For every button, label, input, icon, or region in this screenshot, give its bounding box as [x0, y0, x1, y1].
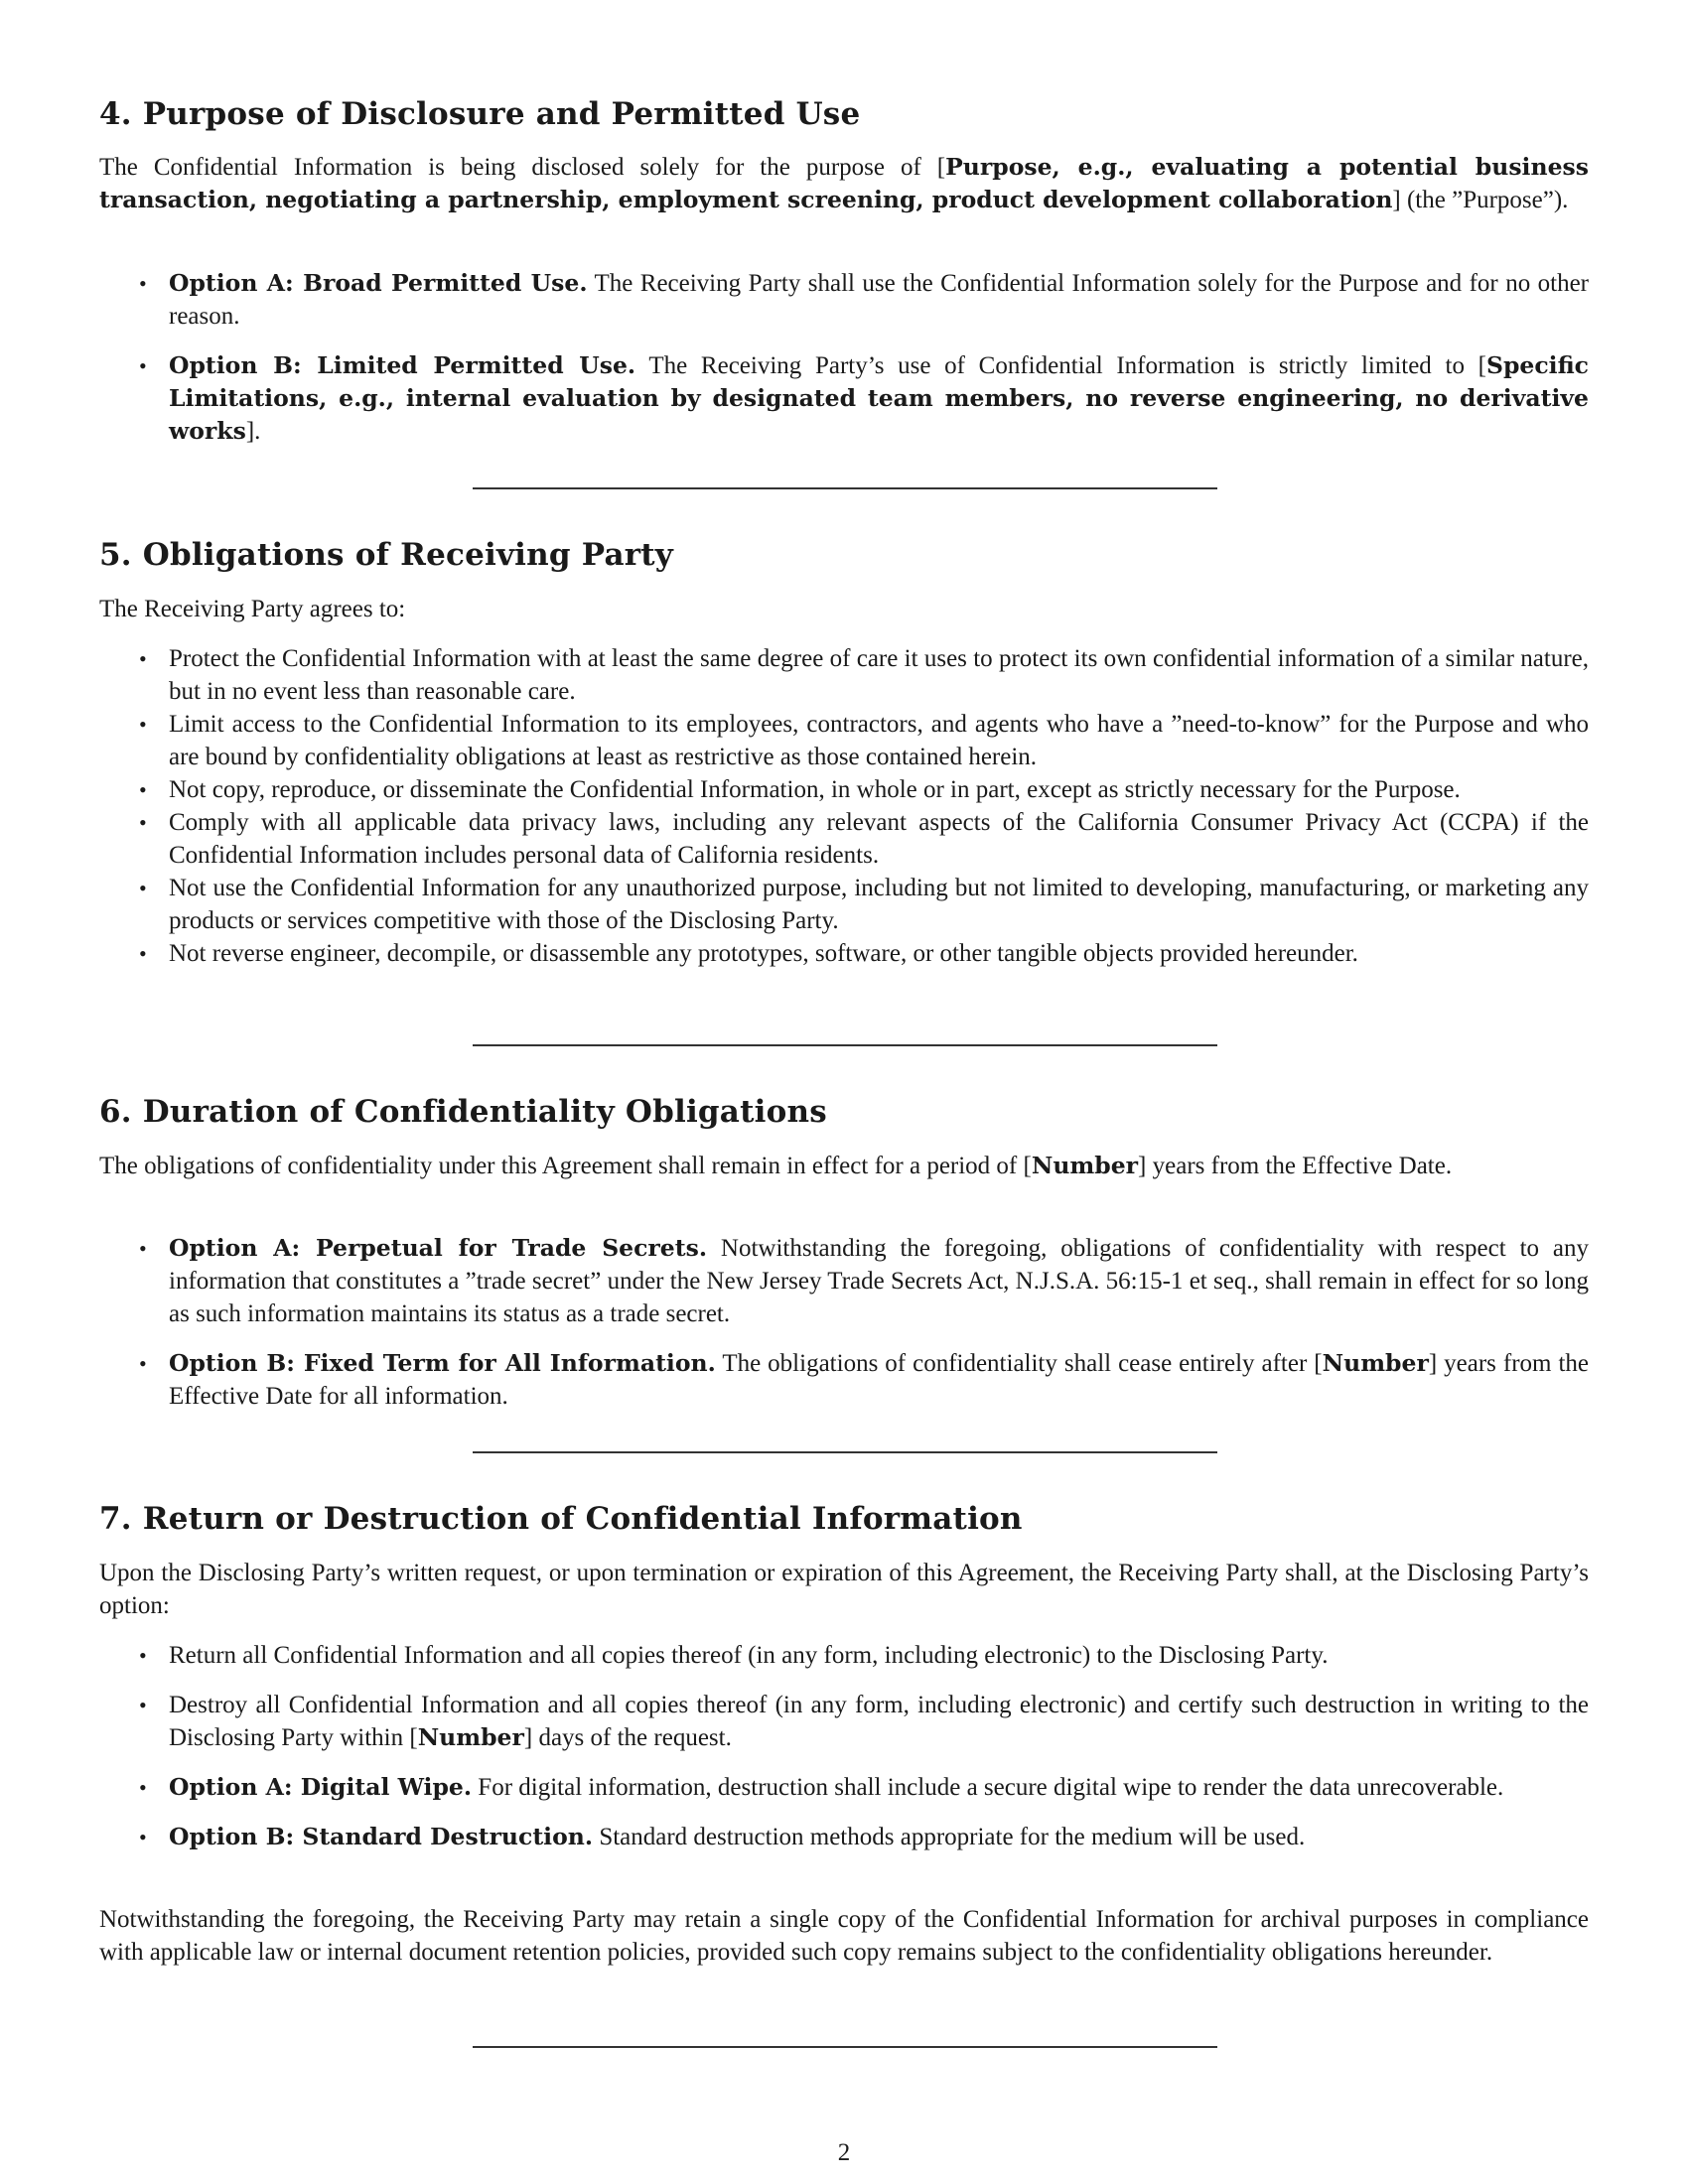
list-item: • Comply with all applicable data privacy laws, including any relevant aspects of the California Consumer Privacy Act (CCPA) if the Confidential Information includes personal data of California residents. [99, 806, 1589, 872]
section-divider [473, 1044, 1217, 1046]
section-6-paragraph: The obligations of confidentiality under this Agreement shall remain in effect for a period of [Number] years from the Effective Date. [99, 1152, 1453, 1179]
list-item: • Option A: Broad Permitted Use. The Receiving Party shall use the Confidential Information solely for the Purpose and for no other reason. [99, 267, 1589, 333]
list-item: • Not copy, reproduce, or disseminate the Confidential Information, in whole or in part, except as strictly necessary for the Purpose. [99, 773, 1589, 806]
section-5-intro: The Receiving Party agrees to: [99, 596, 406, 622]
section-5-obligations [99, 642, 1589, 970]
list-item: • Protect the Confidential Information with at least the same degree of care it uses to protect its own confidential information of a similar nature, but in no event less than reasonable care. [99, 642, 1589, 708]
section-7-closing: Notwithstanding the foregoing, the Receiving Party may retain a single copy of the Confidential Information for archival purposes in compliance with applicable law or internal document retention policies, provided such copy remains subject to the confidentiality obligations hereunder. [99, 1906, 1589, 1966]
list-item: • Option A: Perpetual for Trade Secrets. Notwithstanding the foregoing, obligations of confidentiality with respect to any information that constitutes a ”trade secret” under the New Jersey Trade Secrets Act, N.J.S.A. 56:15-1 et seq., shall remain in effect for so long as such information maintains its status as a trade secret. [99, 1232, 1589, 1330]
list-item: • Option B: Fixed Term for All Information. The obligations of confidentiality shall cease entirely after [Number] years from the Effective Date for all information. [99, 1347, 1589, 1413]
section-7-options [99, 1639, 1589, 1853]
section-4-paragraph: The Confidential Information is being disclosed solely for the purpose of [Purpose, e.g., evaluating a potential business transaction, negotiating a partnership, employment screening, product development collaboration] (the ”Purpose”). [99, 153, 1589, 213]
section-5-heading: 5. Obligations of Receiving Party [99, 537, 673, 573]
page-number: 2 [837, 2139, 851, 2166]
section-7-intro: Upon the Disclosing Party’s written request, or upon termination or expiration of this Agreement, the Receiving Party shall, at the Disclosing Party’s option: [99, 1560, 1589, 1619]
list-item: • Option B: Limited Permitted Use. The Receiving Party’s use of Confidential Information is strictly limited to [Specific Limitations, e.g., internal evaluation by designated team members, no reverse engineering, no derivative works]. [99, 349, 1589, 448]
list-item: • Return all Confidential Information and all copies thereof (in any form, including electronic) to the Disclosing Party. [99, 1639, 1589, 1672]
list-item: • Option B: Standard Destruction. Standard destruction methods appropriate for the medium will be used. [99, 1821, 1589, 1853]
list-item: • Not reverse engineer, decompile, or disassemble any prototypes, software, or other tangible objects provided hereunder. [99, 937, 1589, 970]
list-item: • Destroy all Confidential Information and all copies thereof (in any form, including electronic) and certify such destruction in writing to the Disclosing Party within [Number] days of the request. [99, 1689, 1589, 1754]
section-divider [473, 1451, 1217, 1453]
list-item: • Limit access to the Confidential Information to its employees, contractors, and agents who have a ”need-to-know” for the Purpose and who are bound by confidentiality obligations at least as restrictive as those contained herein. [99, 708, 1589, 773]
section-divider [473, 2046, 1217, 2048]
section-4-options [99, 267, 1589, 448]
list-item: • Not use the Confidential Information for any unauthorized purpose, including but not limited to developing, manufacturing, or marketing any products or services competitive with those of the Disclosing Party. [99, 872, 1589, 937]
section-divider [473, 487, 1217, 489]
section-6-heading: 6. Duration of Confidentiality Obligations [99, 1094, 827, 1130]
section-7-heading: 7. Return or Destruction of Confidential Information [99, 1501, 1023, 1537]
section-6-options [99, 1232, 1589, 1413]
section-4-heading: 4. Purpose of Disclosure and Permitted Use [99, 96, 861, 132]
list-item: • Option A: Digital Wipe. For digital information, destruction shall include a secure digital wipe to render the data unrecoverable. [99, 1771, 1589, 1804]
